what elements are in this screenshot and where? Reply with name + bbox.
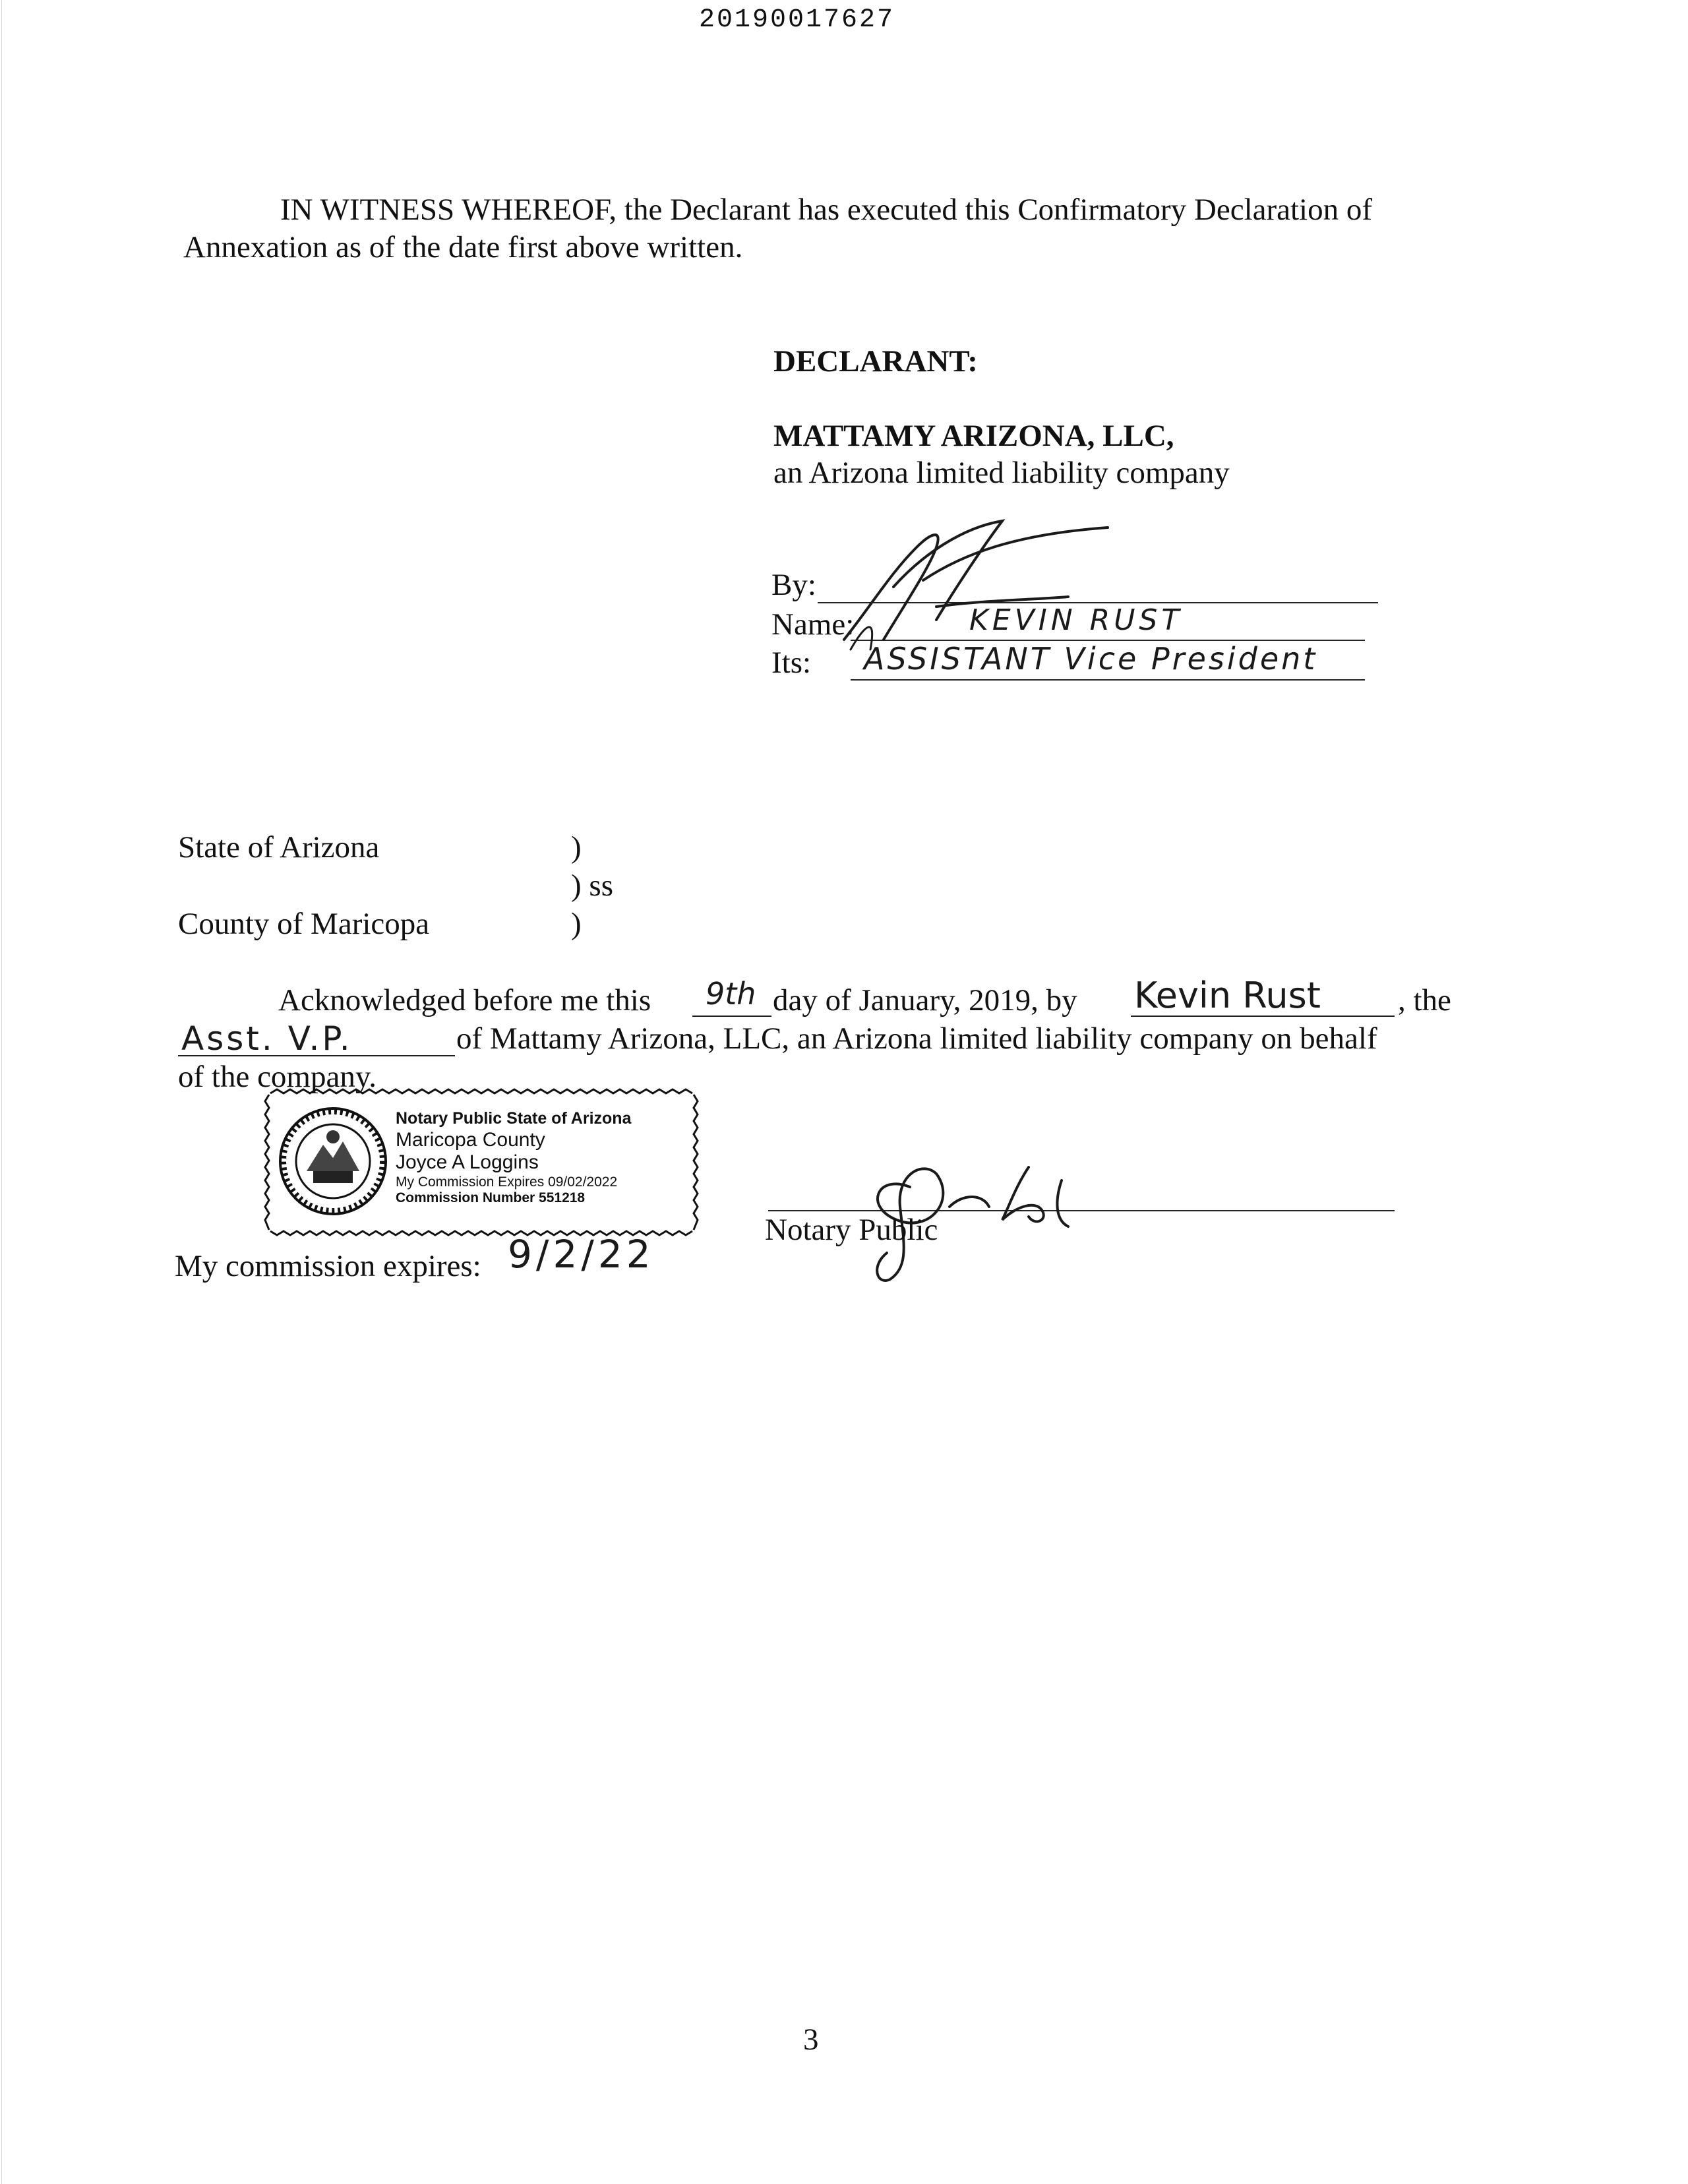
ack-day-line	[692, 1016, 771, 1017]
state-seal-icon	[277, 1105, 389, 1217]
scan-margin-line	[1, 0, 2, 2184]
commission-expires-handwritten: 9/2/22	[508, 1232, 655, 1277]
venue-state: State of Arizona	[178, 830, 380, 864]
declarant-title-handwritten: ASSISTANT Vice President	[864, 641, 1318, 677]
declarant-company: MATTAMY ARIZONA, LLC,	[773, 419, 1174, 453]
stamp-line-2: Maricopa County	[396, 1129, 545, 1151]
notary-public-label: Notary Public	[765, 1213, 938, 1247]
witness-line-1: IN WITNESS WHEREOF, the Declarant has executed this Confirmatory Declaration of	[280, 193, 1373, 227]
stamp-line-3: Joyce A Loggins	[396, 1151, 539, 1173]
venue-paren-3: )	[571, 907, 582, 941]
ack-title-handwritten: Asst. V.P.	[181, 1019, 353, 1058]
declarant-heading: DECLARANT:	[773, 344, 978, 379]
its-label: Its:	[771, 646, 812, 680]
by-label: By:	[771, 568, 816, 602]
ack-name-handwritten: Kevin Rust	[1134, 975, 1321, 1016]
venue-county: County of Maricopa	[178, 907, 430, 941]
stamp-line-1: Notary Public State of Arizona	[396, 1109, 632, 1128]
ack-line-3: of the company.	[178, 1060, 377, 1094]
declarant-company-description: an Arizona limited liability company	[773, 456, 1230, 490]
declarant-name-handwritten: KEVIN RUST	[969, 603, 1184, 637]
ack-part-1: Acknowledged before me this	[278, 983, 651, 1017]
recording-number: 20190017627	[699, 5, 895, 35]
ack-day-handwritten: 9th	[706, 976, 756, 1012]
witness-line-2: Annexation as of the date first above written.	[183, 230, 743, 264]
page-number: 3	[803, 2022, 819, 2057]
ack-part-2: day of January, 2019, by	[773, 983, 1077, 1017]
venue-ss: ) ss	[571, 868, 613, 903]
name-label: Name:	[771, 607, 855, 642]
venue-paren-1: )	[571, 830, 582, 864]
commission-expires-label: My commission expires:	[175, 1249, 481, 1283]
notary-stamp	[264, 1088, 699, 1236]
ack-part-3: , the	[1398, 983, 1451, 1017]
stamp-line-5: Commission Number 551218	[396, 1190, 586, 1205]
stamp-line-4: My Commission Expires 09/02/2022	[396, 1174, 618, 1190]
its-line	[851, 679, 1365, 681]
ack-part-4: of Mattamy Arizona, LLC, an Arizona limited liability company on behalf	[456, 1021, 1377, 1056]
